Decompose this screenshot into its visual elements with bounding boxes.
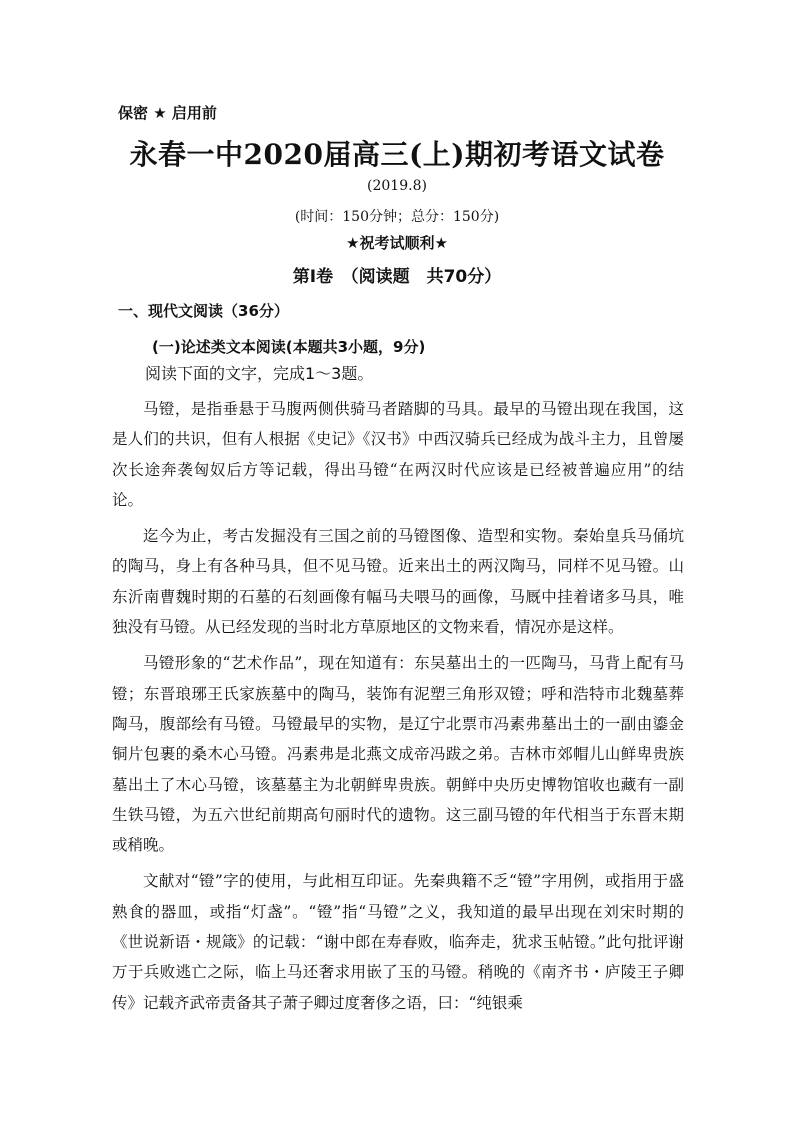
reading-instruction: 阅读下面的文字，完成1～3题。 bbox=[145, 364, 374, 383]
passage-paragraph-4: 文献对“镫”字的使用，与此相互印证。先秦典籍不乏“镫”字用例，或指用于盛熟食的器皿，或指“灯盏”。“镫”指“马镫”之义，我知道的最早出现在刘宋时期的《世说新语・规箴》的记载：“谢中郎在寿春败，临奔走，犹求玉帖镫。”此句批评谢万于兵败逃亡之际，临上马还奢求用嵌了玉的马镫。稍晚的《南齐书・庐陵王子卿传》记载齐武帝责备其子萧子卿过度奢侈之语，曰：“纯银乘 bbox=[112, 872, 684, 1012]
reading-passage bbox=[112, 394, 684, 1018]
subsection-heading: (一)论述类文本阅读(本题共3小题，9分) bbox=[152, 338, 426, 356]
passage-paragraph-2: 迄今为止，考古发掘没有三国之前的马镫图像、造型和实物。秦始皇兵马俑坑的陶马，身上有各种马具，但不见马镫。近来出土的两汉陶马，同样不见马镫。山东沂南曹魏时期的石墓的石刻画像有幅马夫喂马的画像，马厩中挂着诸多马具，唯独没有马镫。从已经发现的当时北方草原地区的文物来看，情况亦是这样。 bbox=[112, 527, 684, 637]
exam-time-info: (时间：150分钟；总分：150分) bbox=[294, 209, 500, 225]
passage-paragraph-1: 马镫，是指垂悬于马腹两侧供骑马者踏脚的马具。最早的马镫出现在我国，这是人们的共识，但有人根据《史记》《汉书》中西汉骑兵已经成为战斗主力，且曾屡次长途奔袭匈奴后方等记载，得出马镫“在两汉时代应该是已经被普遍应用”的结论。 bbox=[112, 400, 684, 509]
good-luck-wish: ★祝考试顺利★ bbox=[346, 234, 448, 252]
confidential-mark: 保密 ★ 启用前 bbox=[118, 104, 217, 122]
exam-title: 永春一中2020届高三(上)期初考语文试卷 bbox=[129, 138, 665, 171]
volume-heading: 第Ⅰ卷 （阅读题 共70分） bbox=[292, 267, 502, 287]
exam-date: (2019.8) bbox=[367, 178, 427, 194]
passage-paragraph-3: 马镫形象的“艺术作品”，现在知道有：东吴墓出土的一匹陶马，马背上配有马镫；东晋琅琊王氏家族墓中的陶马，装饰有泥塑三角形双镫；呼和浩特市北魏墓葬陶马，腹部绘有马镫。马镫最早的实物，是辽宁北票市冯素弗墓出土的一副由鎏金铜片包裹的桑木心马镫。冯素弗是北燕文成帝冯跋之弟。吉林市郊帽儿山鲜卑贵族墓出土了木心马镫，该墓墓主为北朝鲜卑贵族。朝鲜中央历史博物馆收也藏有一副生铁马镫，为五六世纪前期高句丽时代的遗物。这三副马镫的年代相当于东晋末期或稍晚。 bbox=[112, 654, 684, 855]
section-heading: 一、现代文阅读（36分） bbox=[118, 302, 289, 320]
